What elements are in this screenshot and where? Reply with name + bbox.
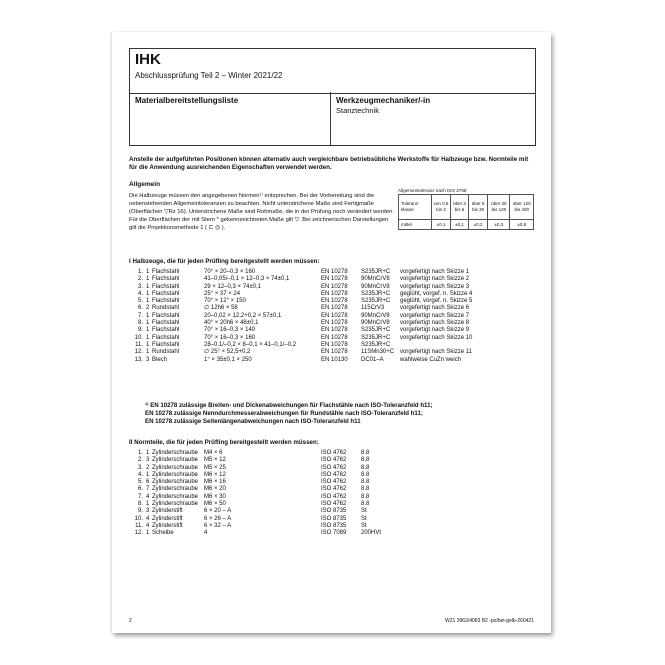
cell-no: 7. [137,493,143,500]
cell-no: 1. [137,269,143,275]
cell-name: Zylinderschraube [152,479,199,486]
cell-mat: 8.8 [361,457,370,464]
cell-norm: ISO 4762 [321,493,347,500]
cell-name: Blech [152,356,168,363]
cell-name: Zylinderstift [152,515,183,522]
cell-name: Flachstahl [152,320,180,327]
cell-mat: S235JR+C [361,334,391,341]
cell-dim: 25° × 37 × 24 [204,290,241,297]
tolerance-header: über 120 bis 400 [510,195,534,220]
table-row [129,298,500,305]
cell-no: 3. [137,283,143,290]
cell-norm: EN 10278 [321,341,348,348]
cell-no: 5. [137,479,143,486]
tolerance-header: über 30 bis 120 [488,195,510,220]
cell-cnt: 1 [146,349,150,356]
cell-name: Flachstahl [152,269,180,275]
cell-name: Flachstahl [152,341,180,348]
cell-norm: EN 10278 [321,305,348,312]
cell-dim: 40° × 20h6 × 48±0,1 [204,320,259,327]
cell-no: 10. [134,515,143,522]
table-row [129,472,400,479]
cell-mat: 8.8 [361,486,370,493]
cell-cnt: 2 [146,464,150,471]
list-title: Materialbereitstellungsliste [135,96,239,105]
cell-mat: 90MnCrV8 [361,276,390,283]
cell-name: Zylinderschraube [152,493,199,500]
cell-name: Scheibe [152,530,174,537]
cell-cnt: 1 [146,501,150,508]
table-row [129,530,400,537]
cell-dim: 28–0,1/–0,2 × 8–0,1 × 41–0,1/–0,2 [204,341,297,348]
cell-dim: M4 × 6 [204,450,223,456]
table-row [129,465,400,472]
cell-norm: EN 10278 [321,298,348,305]
cell-norm: ISO 8735 [321,515,347,522]
tolerance-header: von 0,5 bis 3 [432,195,451,220]
table-row [129,349,500,356]
cell-no: 6. [137,486,143,493]
cell-dim: 70° × 16–0,3 × 140 [204,327,256,334]
cell-cnt: 4 [146,522,150,529]
cell-note: wahlweise CuZn weich [400,356,462,363]
normteile-table [129,450,400,538]
cell-note: vorgefertigt nach Skizze 2 [400,276,470,283]
cell-cnt: 1 [146,290,150,297]
cell-norm: EN 10278 [321,290,348,297]
alternative-note: Anstelle der aufgeführten Positionen können alternativ auch vergleichbare betriebsübliche Werkstoffe für Halbzeuge bzw. Normteile mit für die Anwendung ausreichenden Eigenschaften verwendet werden. [129,156,529,172]
cell-cnt: 1 [146,471,150,478]
tolerance-value: ±0,1 [432,220,451,230]
cell-norm: EN 10278 [321,349,348,356]
cell-mat: S235JR+C [361,298,391,305]
cell-norm: EN 10278 [321,276,348,283]
cell-dim: 29 × 12–0,3 × 74±0,1 [204,283,262,290]
cell-no: 9. [137,508,143,515]
cell-norm: EN 10278 [321,312,348,319]
tolerance-value: ±0,3 [488,220,510,230]
table-row [129,276,500,283]
cell-name: Flachstahl [152,334,180,341]
cell-no: 11. [135,522,143,529]
footnote-line: EN 10278 zulässige Seitenlängenabweichungen nach ISO-Toleranzfeld h11 [145,418,361,426]
cell-note [400,342,500,349]
cell-norm: EN 10278 [321,283,348,290]
tolerance-value: ±0,1 [450,220,468,230]
table-row [129,269,500,276]
cell-dim: 6 × 26 – A [204,515,232,522]
table-row [129,357,500,364]
cell-mat: St [361,515,367,522]
header-box [129,48,536,94]
section1-heading: I Halbzeuge, die für jeden Prüfling bereitgestellt werden müssen: [129,258,320,265]
cell-cnt: 1 [146,334,150,341]
cell-mat: St [361,508,367,515]
cell-no: 5. [137,298,143,305]
footnote-line: EN 10278 zulässige Nenndurchmesserabweichungen für Rundstähle nach ISO-Toleranzfeld h11; [145,410,423,418]
tolerance-caption: Allgemeintoleranz nach ISO 2768 [398,188,467,193]
cell-note: vorgefertigt nach Skizze 9 [400,327,470,334]
tolerance-header: über 3 bis 6 [450,195,468,220]
cell-cnt: 6 [146,479,150,486]
org-title: IHK [135,51,161,68]
table-row [129,479,400,486]
cell-mat: 8.8 [361,471,370,478]
cell-mat: 8.8 [361,501,370,508]
cell-norm: ISO 4762 [321,464,347,471]
cell-no: 12. [134,349,143,356]
cell-name: Zylinderschraube [152,471,199,478]
cell-mat: 8.8 [361,450,370,456]
table-row [129,342,500,349]
cell-mat: 90MnCrV8 [361,283,390,290]
tolerance-row-label: Toleranz-klasse [399,195,432,220]
cell-name: Flachstahl [152,290,180,297]
list-title-cell [130,92,331,145]
cell-no: 12. [134,530,143,537]
cell-no: 2. [137,276,143,283]
cell-norm: EN 10278 [321,320,348,327]
cell-norm: EN 10278 [321,269,348,275]
cell-name: Zylinderschraube [152,464,199,471]
cell-name: Flachstahl [152,327,180,334]
table-row [129,516,400,523]
cell-norm: ISO 8735 [321,508,347,515]
cell-cnt: 3 [146,356,150,363]
footnote-line: ¹⁾ EN 10278 zulässige Breiten- und Dickenabweichungen für Flachstähle nach ISO-Toleranzfeld h11; [145,402,433,409]
cell-norm: EN 10278 [321,334,348,341]
cell-note: vorgefertigt nach Skizze 8 [400,320,470,327]
cell-dim: 1° × 35±0,1 × 250 [204,356,252,363]
cell-norm: ISO 4762 [321,450,347,456]
cell-dim: 6 × 20 – A [204,508,232,515]
cell-name: Rundstahl [152,305,180,312]
cell-name: Zylinderschraube [152,501,199,508]
table-row [129,327,500,334]
table-row [129,523,400,530]
cell-cnt: 7 [146,486,150,493]
tolerance-table [398,194,534,230]
cell-cnt: 1 [146,530,150,537]
footnote-block [145,402,525,427]
table-row [129,494,400,501]
cell-name: Zylinderschraube [152,450,199,456]
cell-note: geglüht, vorgef. n. Skizze 5 [400,298,473,305]
cell-name: Zylinderschraube [152,486,199,493]
exam-subtitle: Abschlussprüfung Teil 2 – Winter 2021/22 [135,71,283,80]
cell-dim: M5 × 12 [204,457,226,464]
cell-dim: 4 [204,530,208,537]
tolerance-class: mittel [399,220,432,230]
tolerance-table-box [398,188,534,230]
cell-dim: 41–0,05/–0,1 × 12–0,3 × 74±0,1 [204,276,290,283]
cell-no: 4. [137,471,143,478]
cell-mat: S235JR+C [361,327,391,334]
table-row [129,457,400,464]
cell-mat: 8.8 [361,479,370,486]
cell-note: vorgefertigt nach Skizze 1 [400,269,470,275]
cell-no: 8. [137,501,143,508]
cell-no: 1. [137,450,143,456]
cell-norm: ISO 4762 [321,486,347,493]
exam-sheet [112,32,551,633]
section2-heading: II Normteile, die für jeden Prüfling bereitgestellt werden müssen: [129,439,319,446]
cell-no: 3. [137,464,143,471]
cell-dim: ∅ 25° × 52,5+0,2 [204,349,251,356]
table-row [129,313,500,320]
cell-dim: 70° × 20–0,3 × 160 [204,269,256,275]
cell-mat: 90MnCrV8 [361,320,390,327]
cell-mat: St [361,522,367,529]
cell-mat: DC01–A [361,356,384,363]
cell-norm: ISO 4762 [321,457,347,464]
cell-mat: 8.8 [361,464,370,471]
cell-cnt: 1 [146,341,150,348]
cell-cnt: 1 [146,320,150,327]
cell-note: vorgefertigt nach Skizze 6 [400,305,470,312]
cell-name: Flachstahl [152,276,180,283]
cell-no: 8. [137,320,143,327]
halbzeuge-table [129,269,500,364]
cell-norm: EN 10278 [321,327,348,334]
tolerance-header: über 6 bis 30 [468,195,487,220]
cell-no: 7. [137,312,143,319]
cell-note: vorgefertigt nach Skizze 3 [400,283,470,290]
header-row [129,92,536,146]
cell-name: Flachstahl [152,312,180,319]
cell-norm: EN 10130 [321,356,348,363]
cell-mat: 90MnCrV8 [361,312,390,319]
cell-cnt: 4 [146,515,150,522]
cell-name: Zylinderschraube [152,457,199,464]
table-row [129,501,400,508]
cell-cnt: 1 [146,327,150,334]
cell-name: Flachstahl [152,298,180,305]
cell-cnt: 1 [146,276,150,283]
table-row [129,320,500,327]
cell-cnt: 2 [146,305,150,312]
cell-dim: M5 × 25 [204,464,226,471]
cell-mat: S235JR+C [361,269,391,275]
cell-mat: 115CrV3 [361,305,385,312]
cell-dim: M6 × 12 [204,471,226,478]
cell-dim: 70° × 12° × 150 [204,298,246,305]
cell-note: vorgefertigt nach Skizze 10 [400,334,473,341]
cell-cnt: 4 [146,493,150,500]
cell-dim: ∅ 12h6 × 58 [204,305,238,312]
cell-mat: S235JR+C [361,341,391,348]
cell-name: Flachstahl [152,283,180,290]
cell-mat: 200HVt [361,530,382,537]
allgemein-text: Die Halbzeuge müssen den angegebenen Normen¹⁾ entsprechen. Bei der Vorbereitung sind die nebenstehenden Allgemeintoleranzen zu beachten. Nicht unterstrichene Maße sind Fertigmaße (Oberflächen ▽Rz 16). Unterstrichene Maße sind Rohmaße, die in der Prüfung noch verändert werden. Für die Oberflächen der mit Stern * gekennzeichneten Maße gilt ▽. Bei zeichnerischen Darstellungen gilt die Projektionsmethode 1 ( ⊏ ◎ ). [129,193,394,232]
table-row [129,335,500,342]
cell-cnt: 1 [146,298,150,305]
document-code: W21 3963/4063 B2 -po/bei-gelb-260421 [445,618,534,624]
table-row [129,305,500,312]
allgemein-heading: Allgemein [129,181,161,188]
cell-norm: ISO 7089 [321,530,347,537]
profession-title: Werkzeugmechaniker/-in [336,96,431,105]
cell-no: 2. [137,457,143,464]
table-row [129,486,400,493]
cell-cnt: 1 [146,312,150,319]
cell-norm: ISO 4762 [321,479,347,486]
specialty: Stanztechnik [336,106,379,115]
cell-cnt: 1 [146,283,150,290]
cell-no: 13. [134,356,143,363]
cell-note: geglüht, vorgef. n. Skizze 4 [400,290,473,297]
cell-no: 9. [137,327,143,334]
cell-name: Zylinderstift [152,508,183,515]
tolerance-value: ±0,2 [468,220,487,230]
cell-cnt: 1 [146,450,150,456]
cell-norm: ISO 4762 [321,501,347,508]
cell-mat: S235JR+C [361,290,391,297]
cell-norm: ISO 8735 [321,522,347,529]
cell-cnt: 3 [146,508,150,515]
table-row [129,284,500,291]
cell-dim: 70° × 16–0,3 × 160 [204,334,256,341]
page-number: 2 [129,618,132,624]
cell-no: 10. [134,334,143,341]
cell-no: 11. [135,341,143,348]
cell-dim: M6 × 30 [204,493,226,500]
cell-dim: M6 × 16 [204,479,226,486]
cell-mat: 11SMn30+C [361,349,395,356]
tolerance-value: ±0,5 [510,220,534,230]
table-row [129,508,400,515]
cell-no: 6. [137,305,143,312]
cell-mat: 8.8 [361,493,370,500]
table-row [129,291,500,298]
cell-dim: 20–0,02 × 12,2+0,2 × 57±0,1 [204,312,282,319]
cell-no: 4. [137,290,143,297]
cell-dim: 6 × 32 – A [204,522,232,529]
cell-dim: M6 × 20 [204,486,226,493]
cell-norm: ISO 4762 [321,471,347,478]
cell-dim: M6 × 50 [204,501,226,508]
cell-name: Rundstahl [152,349,180,356]
cell-note: vorgefertigt nach Skizze 7 [400,312,470,319]
cell-cnt: 1 [146,269,150,275]
cell-cnt: 3 [146,457,150,464]
cell-note: vorgefertigt nach Skizze 11 [400,349,472,356]
cell-name: Zylinderstift [152,522,183,529]
table-row [129,450,400,457]
